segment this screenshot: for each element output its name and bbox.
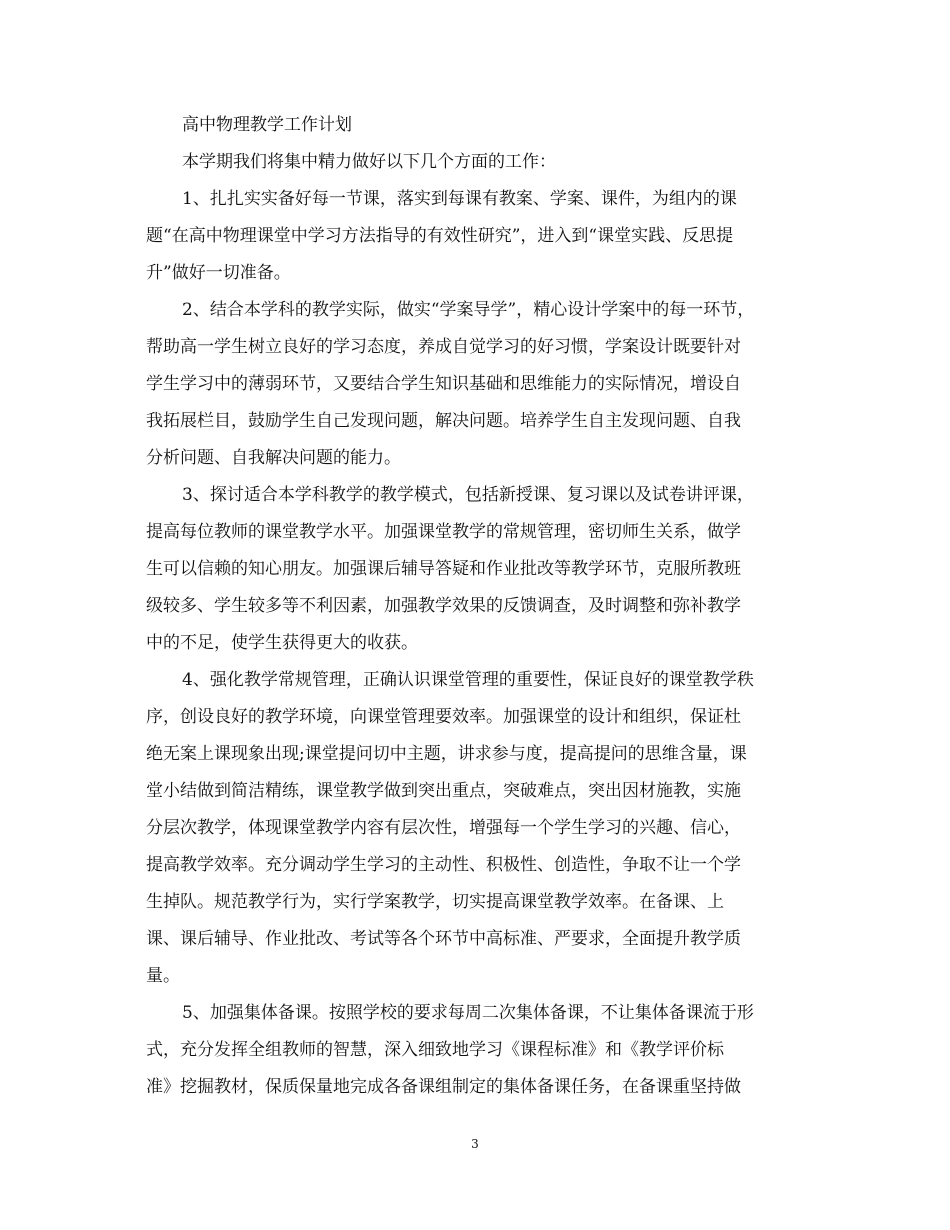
- paragraph-line: 课、课后辅导、作业批改、考试等各个环节中高标准、严要求，全面提升教学质: [146, 929, 741, 949]
- paragraph-line: 级较多、学生较多等不利因素，加强教学效果的反馈调查，及时调整和弥补教学: [146, 596, 741, 616]
- paragraph-line: 4、强化教学常规管理，正确认识课堂管理的重要性，保证良好的课堂教学秩: [182, 670, 754, 690]
- paragraph-line: 升”做好一切准备。: [146, 263, 291, 283]
- document-title: 高中物理教学工作计划: [182, 115, 352, 135]
- paragraph-line: 绝无案上课现象出现;课堂提问切中主题，讲求参与度，提高提问的思维含量，课: [146, 744, 747, 764]
- paragraph-line: 生掉队。规范教学行为，实行学案教学，切实提高课堂教学效率。在备课、上: [146, 892, 724, 912]
- paragraph-line: 生可以信赖的知心朋友。加强课后辅导答疑和作业批改等教学环节，克服所教班: [146, 559, 741, 579]
- page-number: 3: [471, 1137, 479, 1151]
- paragraph-line: 学生学习中的薄弱环节，又要结合学生知识基础和思维能力的实际情况，增设自: [146, 374, 741, 394]
- paragraph-line: 分析问题、自我解决问题的能力。: [146, 448, 401, 468]
- paragraph-line: 2、结合本学科的教学实际，做实“学案导学”，精心设计学案中的每一环节，: [182, 300, 755, 320]
- paragraph-line: 提高每位教师的课堂教学水平。加强课堂教学的常规管理，密切师生关系，做学: [146, 522, 741, 542]
- paragraph-line: 准》挖掘教材，保质保量地完成各备课组制定的集体备课任务，在备课重坚持做: [146, 1077, 741, 1097]
- paragraph-line: 量。: [146, 966, 180, 986]
- paragraph-line: 1、扎扎实实备好每一节课，落实到每课有教案、学案、课件，为组内的课: [182, 189, 737, 209]
- paragraph-3: [146, 486, 806, 653]
- paragraph-line: 5、加强集体备课。按照学校的要求每周二次集体备课，不让集体备课流于形: [182, 1003, 754, 1023]
- paragraph-line: 题“在高中物理课堂中学习方法指导的有效性研究”，进入到“课堂实践、反思提: [146, 226, 734, 246]
- paragraph-5: [146, 1004, 806, 1097]
- paragraph-line: 提高教学效率。充分调动学生学习的主动性、积极性、创造性，争取不让一个学: [146, 855, 741, 875]
- paragraph-line: 中的不足，使学生获得更大的收获。: [146, 633, 418, 653]
- paragraph-line: 式，充分发挥全组教师的智慧，深入细致地学习《课程标准》和《教学评价标: [146, 1040, 724, 1060]
- paragraph-line: 分层次教学，体现课堂教学内容有层次性，增强每一个学生学习的兴趣、信心，: [146, 818, 741, 838]
- paragraph-line: 3、探讨适合本学科教学的教学模式，包括新授课、复习课以及试卷讲评课，: [182, 485, 754, 505]
- paragraph-line: 堂小结做到简洁精练，课堂教学做到突出重点，突破难点，突出因材施教，实施: [146, 781, 741, 801]
- paragraph-line: 我拓展栏目，鼓励学生自己发现问题，解决问题。培养学生自主发现问题、自我: [146, 411, 741, 431]
- paragraph-line: 序，创设良好的教学环境，向课堂管理要效率。加强课堂的设计和组织，保证杜: [146, 707, 741, 727]
- paragraph-1: [146, 190, 806, 283]
- paragraph-4: [146, 671, 806, 986]
- paragraph-2: [146, 301, 806, 468]
- intro-line: 本学期我们将集中精力做好以下几个方面的工作：: [182, 152, 556, 172]
- paragraph-line: 帮助高一学生树立良好的学习态度，养成自觉学习的好习惯，学案设计既要针对: [146, 337, 741, 357]
- document-body: [146, 116, 806, 1115]
